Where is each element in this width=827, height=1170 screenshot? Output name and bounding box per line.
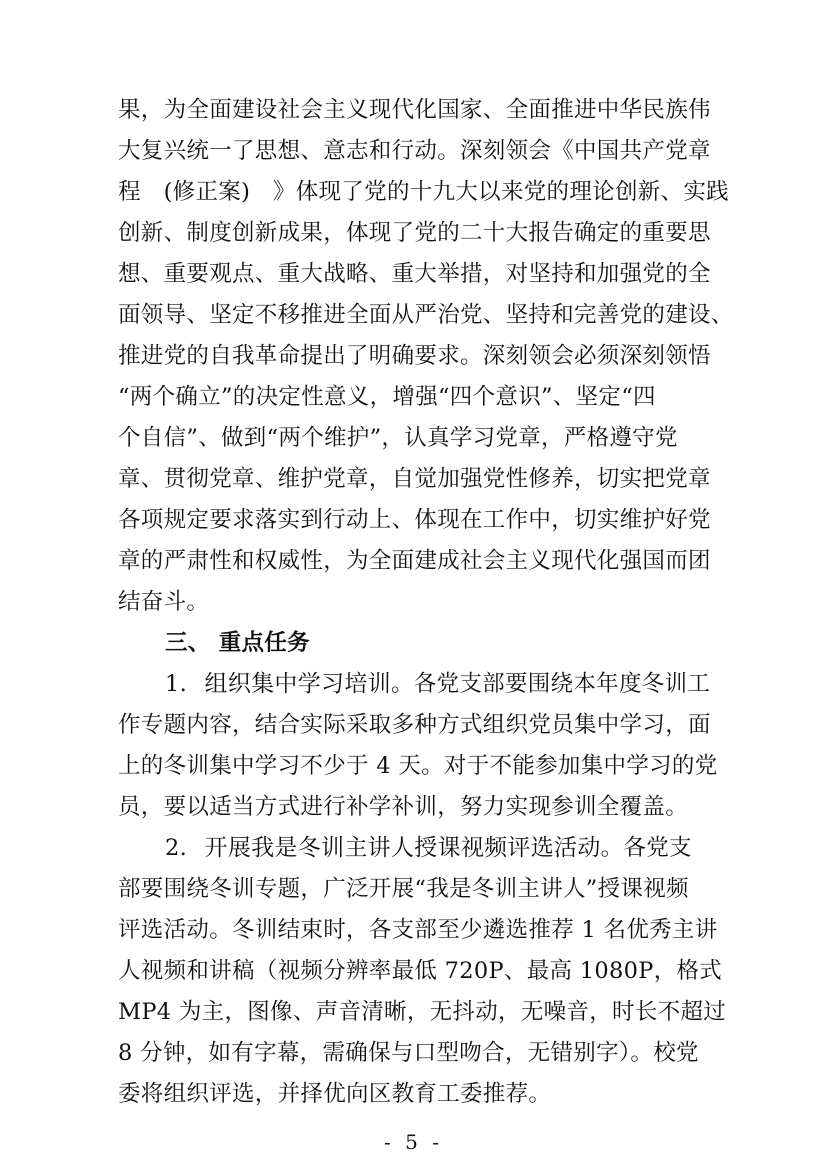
item-1-line: 作专题内容，结合实际采取多种方式组织党员集中学习，面 [118,712,711,738]
item-2-line: 委将组织评选，并择优向区教育工委推荐。 [118,1081,552,1107]
body-line: 创新、制度创新成果，体现了党的二十大报告确定的重要思 [118,220,711,246]
body-line: 章、贯彻党章、维护党章，自觉加强党性修养，切实把党章 [118,466,711,492]
body-line: 果，为全面建设社会主义现代化国家、全面推进中华民族伟 [118,97,711,123]
item-2-title: 开展我是冬训主讲人授课视频评选活动 [204,835,601,861]
item-2-line: 人视频和讲稿（视频分辨率最低 720P、最高 1080P，格式 [118,958,723,984]
item-2-number: 2. [165,835,188,861]
body-line: 个自信”、做到“两个维护”，认真学习党章，严格遵守党 [118,425,678,451]
item-2-line: MP4 为主，图像、声音清晰，无抖动，无噪音，时长不超过 [118,999,727,1025]
item-2-line: 部要围绕冬训专题，广泛开展“我是冬训主讲人”授课视频 [118,876,689,902]
item-2-first-line [165,833,692,863]
body-line: 结奋斗。 [118,589,210,615]
body-line: 面领导、坚定不移推进全面从严治党、坚持和完善党的建设、 [118,302,734,328]
item-2-text: 。各党支 [600,835,692,861]
body-line: 大复兴统一了思想、意志和行动。深刻领会《中国共产党章 [118,138,711,164]
item-1-number: 1. [165,671,188,697]
item-1-text: 。各党支部要围绕本年度冬训工 [390,671,711,697]
section-heading: 三、 重点任务 [165,630,310,656]
body-line: 推进党的自我革命提出了明确要求。深刻领会必须深刻领悟 [118,343,711,369]
body-line: 程 (修正案) 》体现了党的十九大以来党的理论创新、实践 [118,179,729,205]
item-2-line: 评选活动。冬训结束时，各支部至少遴选推荐 1 名优秀主讲 [118,917,718,943]
item-1-title: 组织集中学习培训 [204,671,391,697]
body-line: 想、重要观点、重大战略、重大举措，对坚持和加强党的全 [118,261,711,287]
item-1-first-line [165,669,710,699]
item-1-line: 上的冬训集中学习不少于 4 天。对于不能参加集中学习的党 [118,753,718,779]
body-line: “两个确立”的决定性意义，增强“四个意识”、坚定“四 [118,384,656,410]
item-2-line: 8 分钟，如有字幕，需确保与口型吻合，无错别字）。校党 [118,1040,699,1066]
page-number: - 5 - [384,1130,443,1154]
item-1-line: 员，要以适当方式进行补学补训，努力实现参训全覆盖。 [118,794,689,820]
body-line: 章的严肃性和权威性，为全面建成社会主义现代化强国而团 [118,548,711,574]
body-line: 各项规定要求落实到行动上、体现在工作中，切实维护好党 [118,507,711,533]
